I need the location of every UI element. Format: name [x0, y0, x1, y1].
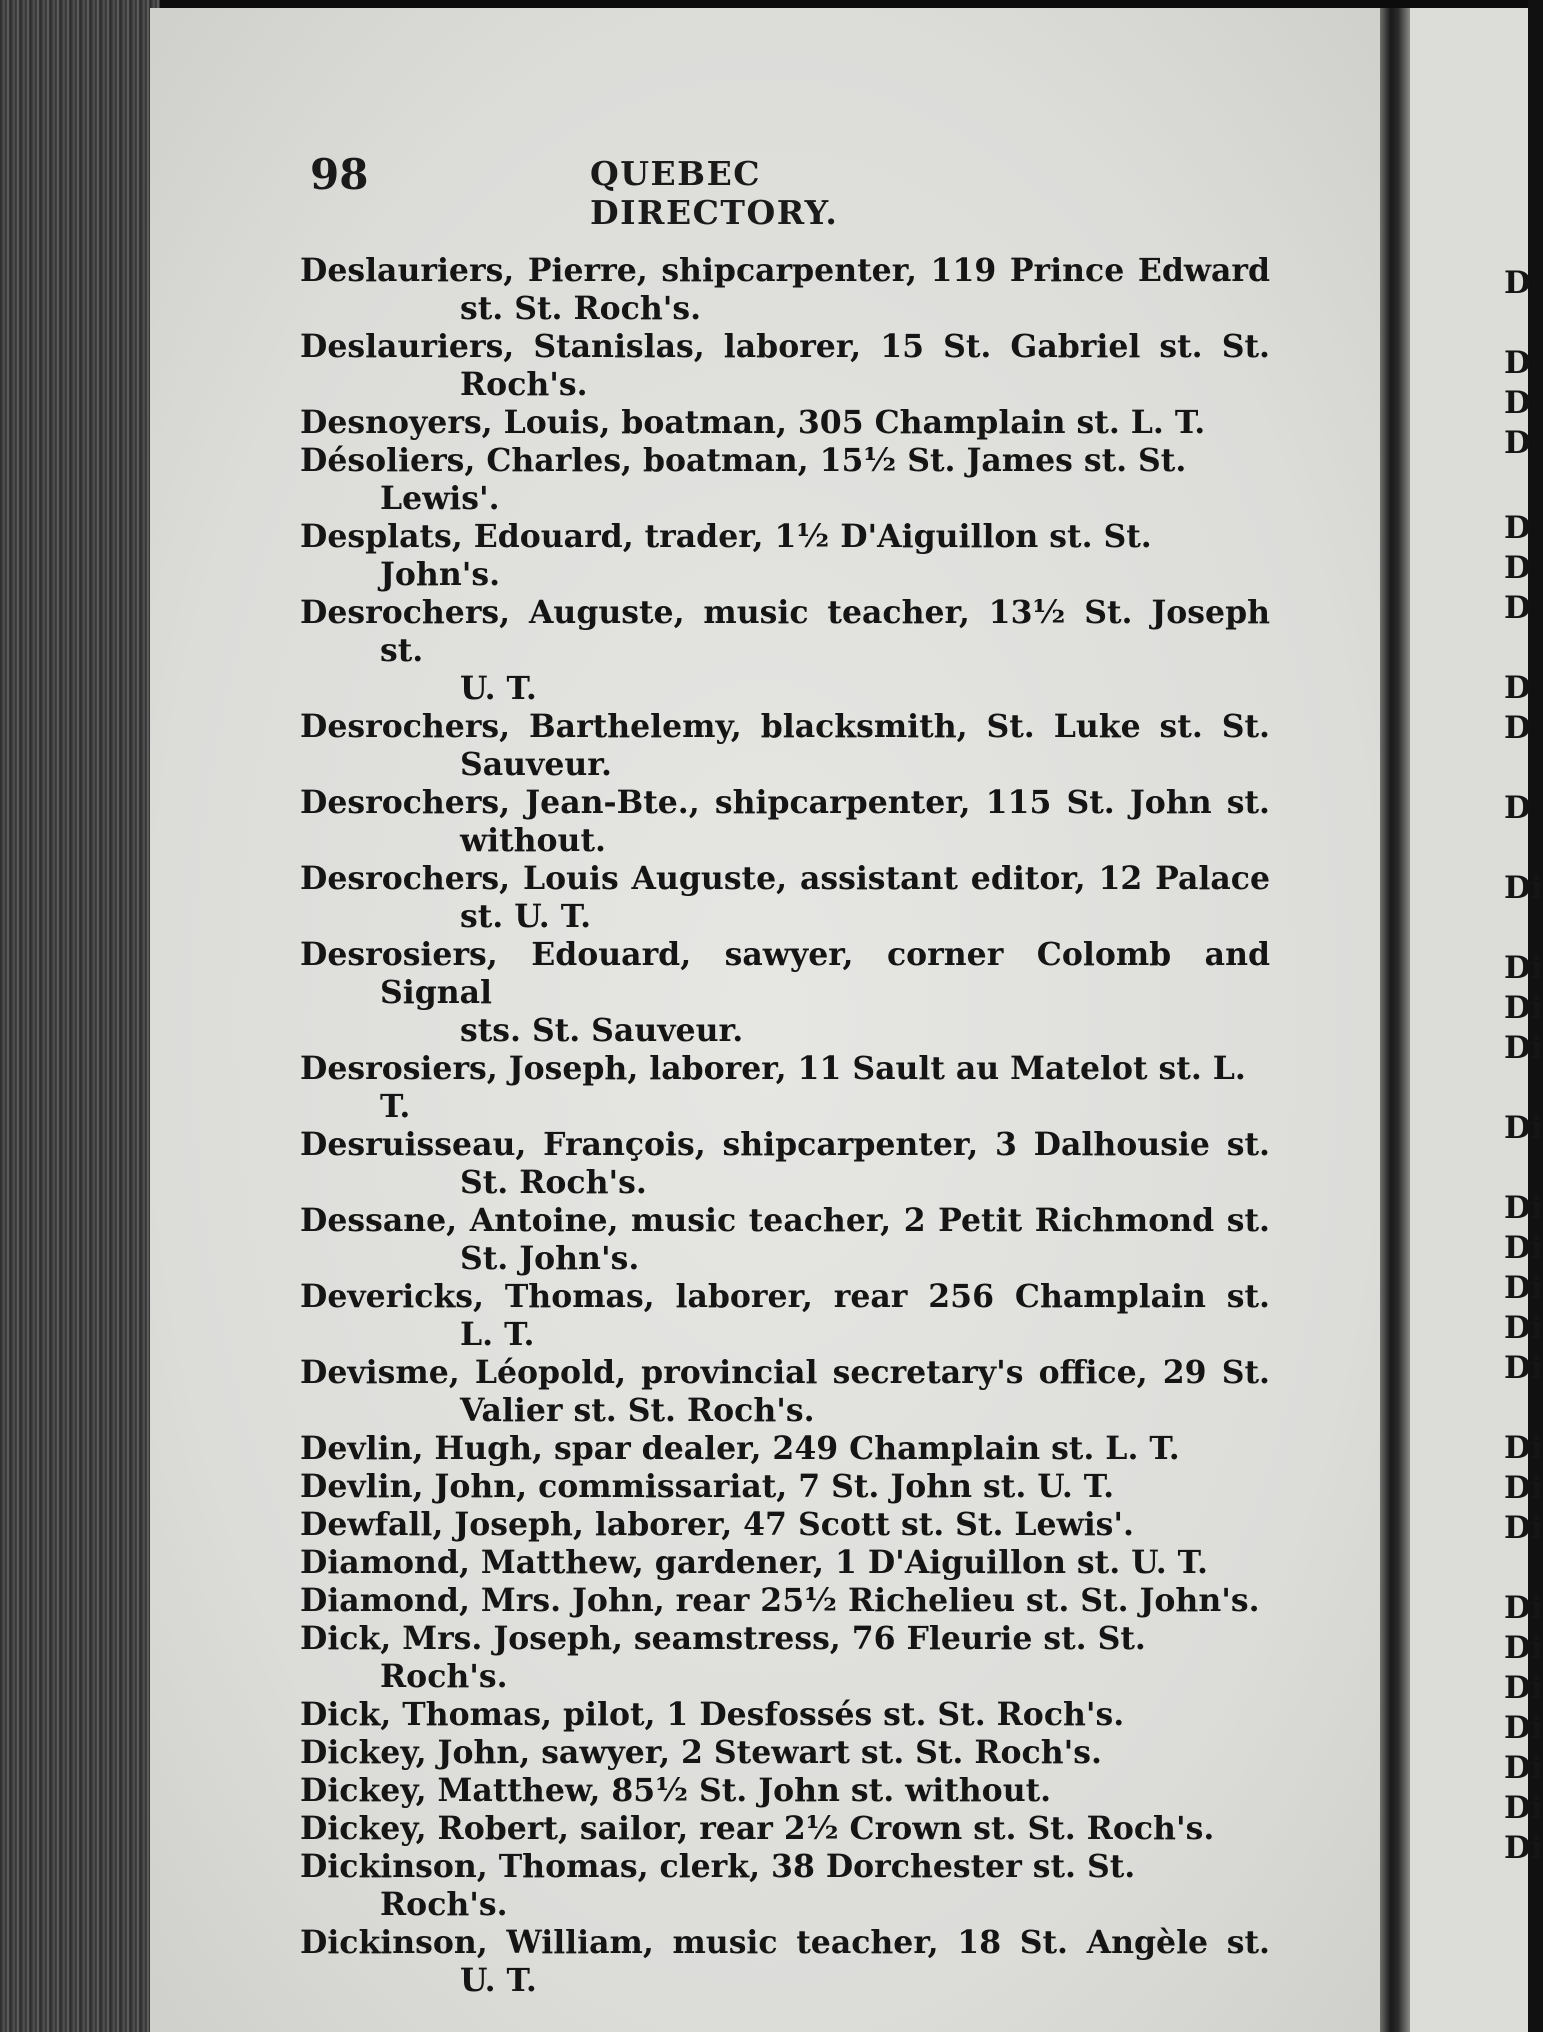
directory-entry	[300, 1924, 1270, 2000]
directory-entry	[300, 328, 1270, 404]
entry-line-1: Dickey, Robert, sailor, rear 2½ Crown st. St. Roch's.	[300, 1810, 1215, 1847]
entry-line-2: L. T.	[460, 1316, 535, 1353]
entry-line-1: Diamond, Matthew, gardener, 1 D'Aiguillon st. U. T.	[300, 1544, 1209, 1581]
directory-entry	[300, 1734, 1270, 1772]
entry-line-2: Sauveur.	[460, 746, 612, 783]
entry-line-1: Diamond, Mrs. John, rear 25½ Richelieu st. St. John's.	[300, 1582, 1260, 1619]
directory-entry	[300, 1202, 1270, 1278]
directory-entry	[300, 1544, 1270, 1582]
entry-line-1: Dewfall, Joseph, laborer, 47 Scott st. St. Lewis'.	[300, 1506, 1135, 1543]
book-gutter	[1380, 8, 1410, 2032]
facing-page-letter: Di	[1504, 1430, 1543, 1466]
entry-line-1: Desrochers, Barthelemy, blacksmith, St. Luke st. St.	[300, 708, 1270, 745]
facing-page-letter: Di	[1504, 1590, 1543, 1626]
directory-entry	[300, 594, 1270, 708]
directory-entry	[300, 1772, 1270, 1810]
entry-line-1: Desrosiers, Joseph, laborer, 11 Sault au Matelot st. L. T.	[300, 1050, 1246, 1125]
entry-line-1: Devericks, Thomas, laborer, rear 256 Champlain st.	[300, 1278, 1270, 1315]
facing-page-letter: Di	[1504, 1270, 1543, 1306]
facing-page-letter: Di	[1504, 1310, 1543, 1346]
directory-entry	[300, 1506, 1270, 1544]
facing-page-letter: Di	[1504, 990, 1543, 1026]
page-number: 98	[310, 150, 369, 199]
entry-line-2: U. T.	[460, 1962, 537, 1999]
facing-page-letter: Di	[1504, 1470, 1543, 1506]
facing-page-letter: Di	[1504, 1110, 1543, 1146]
directory-entry	[300, 1278, 1270, 1354]
facing-page-letter: D	[1504, 670, 1531, 706]
entry-line-1: Dickey, Matthew, 85½ St. John st. without.	[300, 1772, 1052, 1809]
entry-line-1: Dickinson, Thomas, clerk, 38 Dorchester st. St. Roch's.	[300, 1848, 1136, 1923]
entry-line-1: Devlin, Hugh, spar dealer, 249 Champlain st. L. T.	[300, 1430, 1180, 1467]
entry-line-1: Dick, Mrs. Joseph, seamstress, 76 Fleurie st. St. Roch's.	[300, 1620, 1146, 1695]
entry-line-1: Desruisseau, François, shipcarpenter, 3 Dalhousie st.	[300, 1126, 1270, 1163]
facing-page-letter: Di	[1504, 1230, 1543, 1266]
facing-page-letter: Di	[1504, 1030, 1543, 1066]
directory-entry	[300, 1354, 1270, 1430]
facing-page-letter: D	[1504, 385, 1531, 421]
directory-entry	[300, 1810, 1270, 1848]
directory-entry	[300, 1620, 1270, 1696]
facing-page-letter: Di	[1504, 1510, 1543, 1546]
entry-line-1: Desrochers, Auguste, music teacher, 13½ St. Joseph st.	[300, 594, 1270, 669]
facing-page-letter: Di	[1504, 870, 1543, 906]
facing-page-letter: D	[1504, 710, 1531, 746]
entry-line-2: St. John's.	[460, 1240, 640, 1277]
directory-entry	[300, 1430, 1270, 1468]
facing-page-letter: Di	[1504, 1670, 1543, 1706]
entry-line-1: Desrosiers, Edouard, sawyer, corner Colomb and Signal	[300, 936, 1270, 1011]
entry-line-1: Devlin, John, commissariat, 7 St. John st. U. T.	[300, 1468, 1115, 1505]
facing-page-letter: Di	[1504, 1830, 1543, 1866]
book-page-edges	[0, 0, 160, 2032]
entry-line-2: Roch's.	[460, 366, 588, 403]
running-head	[310, 150, 1010, 232]
entry-line-1: Desrochers, Louis Auguste, assistant editor, 12 Palace	[300, 860, 1270, 897]
directory-entry	[300, 936, 1270, 1050]
entry-line-1: Desplats, Edouard, trader, 1½ D'Aiguillon st. St. John's.	[300, 518, 1152, 593]
entry-line-1: Dickinson, William, music teacher, 18 St. Angèle st.	[300, 1924, 1270, 1961]
directory-entry	[300, 1848, 1270, 1924]
facing-page-letter: Di	[1504, 1750, 1543, 1786]
directory-entry	[300, 1582, 1270, 1620]
facing-page-letter: D	[1504, 265, 1531, 301]
entry-line-1: Dick, Thomas, pilot, 1 Desfossés st. St. Roch's.	[300, 1696, 1125, 1733]
entry-line-1: Désoliers, Charles, boatman, 15½ St. James st. St. Lewis'.	[300, 442, 1187, 517]
entry-line-1: Devisme, Léopold, provincial secretary's office, 29 St.	[300, 1354, 1270, 1391]
entry-line-2: sts. St. Sauveur.	[460, 1012, 744, 1049]
entry-line-2: U. T.	[460, 670, 537, 707]
entry-line-1: Desnoyers, Louis, boatman, 305 Champlain st. L. T.	[300, 404, 1206, 441]
facing-page-letter: D	[1504, 790, 1531, 826]
directory-entry	[300, 860, 1270, 936]
entry-line-2: St. Roch's.	[460, 1164, 647, 1201]
directory-entry	[300, 1696, 1270, 1734]
facing-page-letter: Di	[1504, 1350, 1543, 1386]
facing-page-fragment	[1500, 0, 1543, 2032]
facing-page-letter: Di	[1504, 1710, 1543, 1746]
directory-entry	[300, 708, 1270, 784]
directory-entry	[300, 1126, 1270, 1202]
entry-line-2: Valier st. St. Roch's.	[460, 1392, 815, 1429]
facing-page-letter: D	[1504, 425, 1531, 461]
entry-line-1: Dessane, Antoine, music teacher, 2 Petit Richmond st.	[300, 1202, 1270, 1239]
directory-entry	[300, 1468, 1270, 1506]
facing-page-letter: D	[1504, 510, 1531, 546]
facing-page-letter: D	[1504, 550, 1531, 586]
facing-page-letter: D	[1504, 345, 1531, 381]
directory-entries	[300, 252, 1270, 1999]
entry-line-2: without.	[460, 822, 606, 859]
facing-page-letter: Di	[1504, 950, 1543, 986]
directory-entry	[300, 518, 1270, 594]
entry-line-1: Deslauriers, Pierre, shipcarpenter, 119 Prince Edward	[300, 252, 1270, 289]
entry-line-2: st. U. T.	[460, 898, 592, 935]
directory-entry	[300, 442, 1270, 518]
facing-page-letter: Di	[1504, 1630, 1543, 1666]
facing-page-letter: Di	[1504, 1190, 1543, 1226]
directory-entry	[300, 252, 1270, 328]
directory-entry	[300, 404, 1270, 442]
facing-page-letter: D	[1504, 590, 1531, 626]
entry-line-1: Desrochers, Jean-Bte., shipcarpenter, 115 St. John st.	[300, 784, 1270, 821]
page-title: QUEBEC DIRECTORY.	[590, 154, 839, 232]
entry-line-1: Deslauriers, Stanislas, laborer, 15 St. Gabriel st. St.	[300, 328, 1270, 365]
directory-entry	[300, 784, 1270, 860]
directory-entry	[300, 1050, 1270, 1126]
facing-page-letter: Di	[1504, 1790, 1543, 1826]
entry-line-1: Dickey, John, sawyer, 2 Stewart st. St. Roch's.	[300, 1734, 1102, 1771]
entry-line-2: st. St. Roch's.	[460, 290, 702, 327]
